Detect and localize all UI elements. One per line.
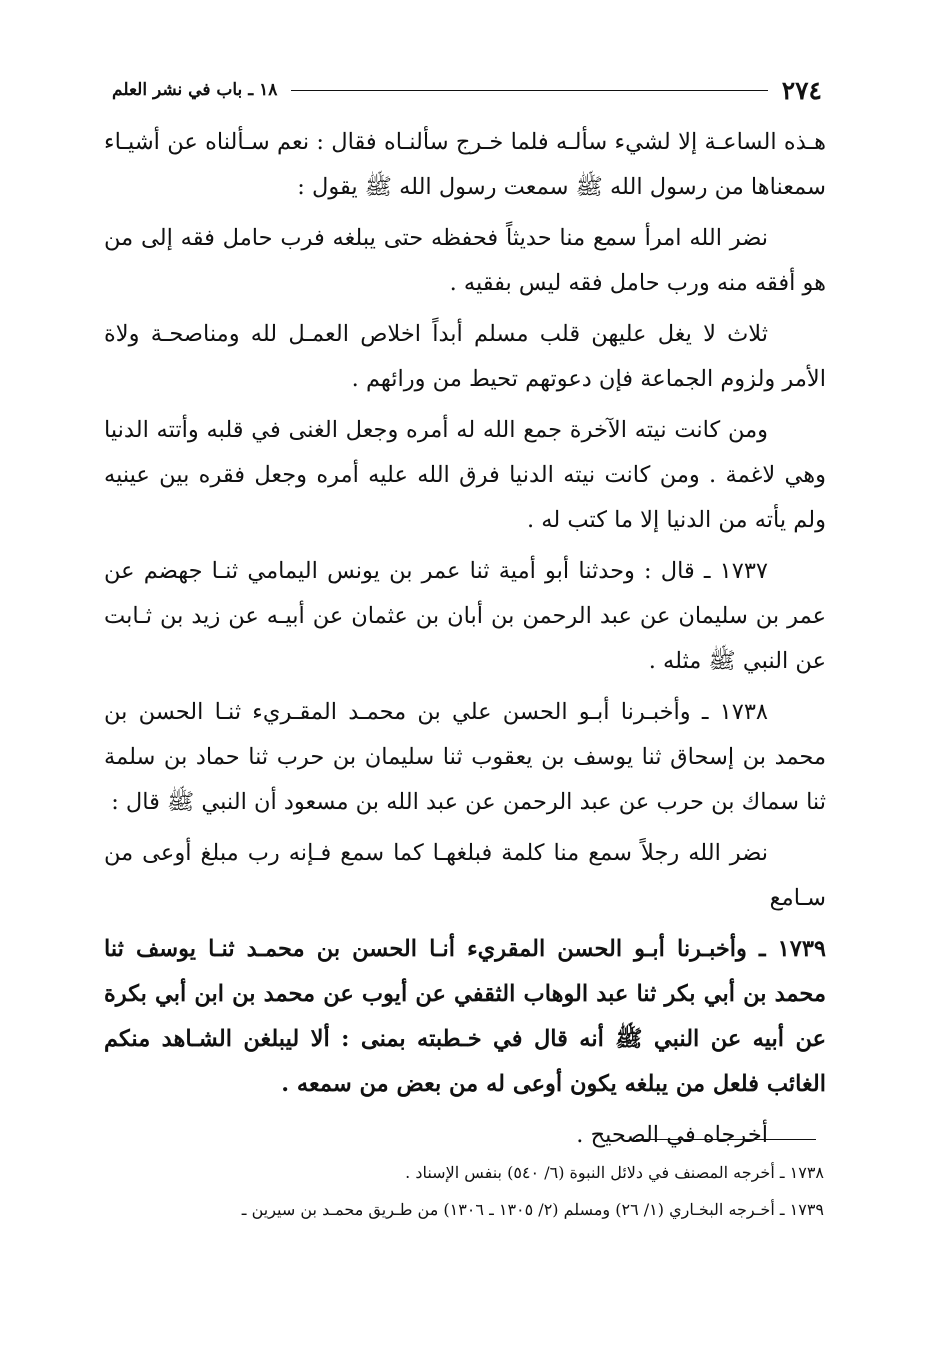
footnote: ١٧٣٩ ـ أخـرجه البخـاري (١/ ٢٦) ومسلم (٢/ ١٣٠٥ ـ ١٣٠٦) من طـريق محمـد بن سيرين ـ: [241, 1200, 824, 1219]
header-rule: [291, 90, 767, 91]
hadith-1737: ١٧٣٧ ـ قال : وحدثنا أبو أمية ثنا عمر بن يونس اليمامي ثنـا جهضم عن عمر بن سليمان عن عبد الرحمن بن أبان بن عثمان عن أبيـه عن زيد بن ثـابت عن النبي ﷺ مثله .: [104, 558, 826, 674]
paragraph: نضر الله رجلاً سمع منا كلمة فبلغهـا كما سمع فـإنه رب مبلغ أوعى من سـامع: [104, 840, 826, 911]
paragraph: ثلاث لا يغل عليهن قلب مسلم أبداً اخلاص العمـل لله ومناصحـة ولاة الأمر ولزوم الجماعة فإن دعوتهم تحيط من ورائهم .: [104, 321, 826, 392]
page-number: ٢٧٤: [781, 75, 822, 105]
footnote-rule: [636, 1139, 816, 1140]
footnotes: [104, 1154, 824, 1228]
running-header: [112, 70, 822, 110]
paragraph: هـذه الساعـة إلا لشيء سألـه فلما خـرج سألنـاه فقال : نعم سـألناه عن أشيـاء سمعناها من رسول الله ﷺ سمعت رسول الله ﷺ يقول :: [104, 129, 826, 200]
paragraph: أخرجاه في الصحيح .: [576, 1122, 768, 1148]
chapter-title: ١٨ ـ باب في نشر العلم: [112, 80, 278, 100]
footnote: ١٧٣٨ ـ أخرجه المصنف في دلائل النبوة (٦/ ٥٤٠) بنفس الإسناد .: [405, 1163, 824, 1182]
paragraph: نضر الله امرأ سمع منا حديثاً فحفظه حتى يبلغه فرب حامل فقه إلى من هو أفقه منه ورب حامل فقه ليس بفقيه .: [104, 225, 826, 296]
hadith-1739: ١٧٣٩ ـ وأخبـرنا أبـو الحسن المقريء أنـا الحسن بن محمـد ثنـا يوسف ثنا محمد بن أبي بكر ثنا عبد الوهاب الثقفي عن أيوب عن محمد بن ابن أبي بكرة عن أبيه عن النبي ﷺ أنه قال في خـطبته بمنى : ألا ليبلغن الشـاهد منكم الغائب فلعل من يبلغه يكون أوعى له من بعض من سمعه .: [104, 936, 826, 1097]
hadith-1738: ١٧٣٨ ـ وأخبـرنا أبـو الحسن علي بن محمـد المقـريء ثنـا الحسن بن محمد بن إسحاق ثنا يوسف بن يعقوب ثنا سليمان بن حرب ثنا حماد بن سلمة ثنا سماك بن حرب عن عبد الرحمن عن عبد الله بن مسعود أن النبي ﷺ قال :: [104, 699, 826, 815]
paragraph: ومن كانت نيته الآخرة جمع الله له أمره وجعل الغنى في قلبه وأتته الدنيا وهي لاغمة . ومن كانت نيته الدنيا فرق الله عليه أمره وجعل فقره بين عينيه ولم يأته من الدنيا إلا ما كتب له .: [104, 417, 826, 533]
main-text: [104, 120, 826, 1158]
